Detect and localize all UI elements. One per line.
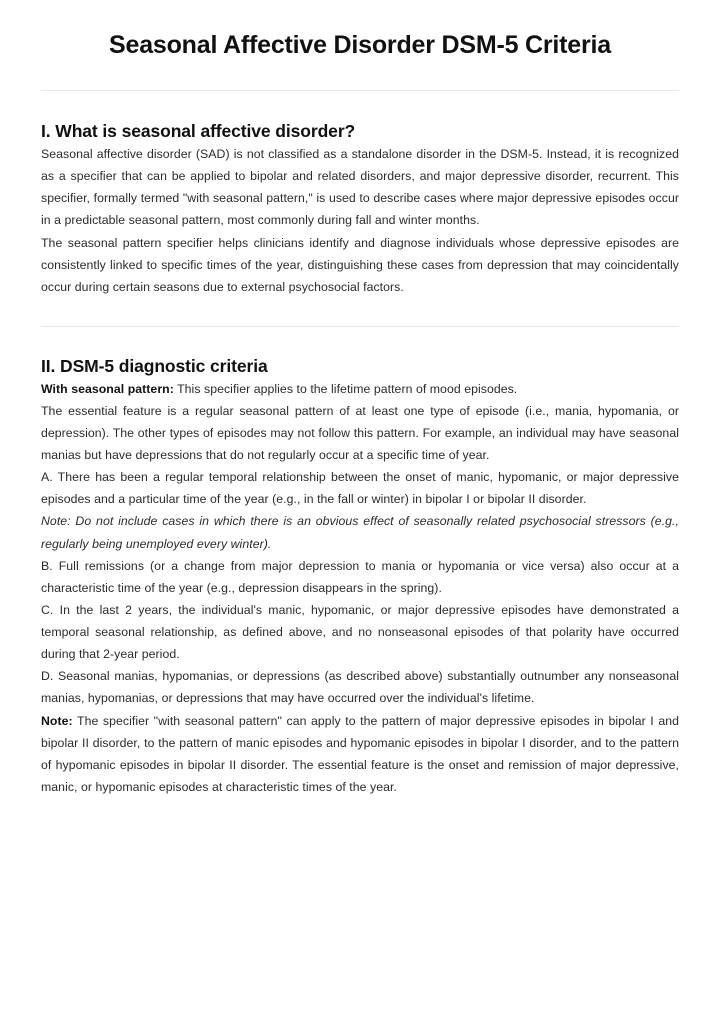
section-heading-2: II. DSM-5 diagnostic criteria: [41, 355, 268, 376]
final-note-lead-in: Note:: [41, 713, 73, 728]
final-note-text: The specifier "with seasonal pattern" can apply to the pattern of major depressive episodes in bipolar I and bipolar II disorder, to the pattern of manic episodes and hypomanic episodes in bipolar I disorder, and to the pattern of hypomanic episodes in bipolar II disorder. The essential feature is the onset and remission of major depressive, manic, or hypomanic episodes at characteristic times of the year.: [41, 713, 679, 794]
criterion-b: B. Full remissions (or a change from major depression to mania or hypomania or vice versa) also occur at a characteristic time of the year (e.g., depression disappears in the spring).: [41, 558, 679, 595]
criterion-c: C. In the last 2 years, the individual's manic, hypomanic, or major depressive episodes have demonstrated a temporal seasonal relationship, as defined above, and no nonseasonal episodes of that polarity have occurred during that 2-year period.: [41, 602, 679, 662]
specifier-definition-text: This specifier applies to the lifetime pattern of mood episodes.: [173, 381, 518, 396]
criterion-a: A. There has been a regular temporal relationship between the onset of manic, hypomanic, or major depressive episodes and a particular time of the year (e.g., in the fall or winter) in bipolar I or bipolar II disorder.: [41, 470, 679, 507]
page-title: Seasonal Affective Disorder DSM-5 Criteria: [109, 31, 611, 59]
section-1-paragraph-1: Seasonal affective disorder (SAD) is not classified as a standalone disorder in the DSM-5. Instead, it is recognized as a specifier that can be applied to bipolar and related disorders, and major depressive disorder, recurrent. This specifier, formally termed "with seasonal pattern," is used to describe cases where major depressive episodes occur in a predictable seasonal pattern, most commonly during fall and winter months.: [41, 147, 679, 228]
criterion-d: D. Seasonal manias, hypomanias, or depressions (as described above) substantially outnumber any nonseasonal manias, hypomanias, or depressions that may have occurred over the individual's lifetime.: [41, 669, 679, 706]
section-heading-1: I. What is seasonal affective disorder?: [41, 121, 356, 142]
final-note: [41, 710, 679, 799]
specifier-definition: [41, 378, 679, 400]
section-1-paragraph-2: The seasonal pattern specifier helps clinicians identify and diagnose individuals whose depressive episodes are consistently linked to specific times of the year, distinguishing these cases from depression that may coincidentally occur during certain seasons due to external psychosocial factors.: [41, 235, 679, 294]
essential-feature-paragraph: The essential feature is a regular seasonal pattern of at least one type of episode (i.e., mania, hypomania, or depression). The other types of episodes may not follow this pattern. For example, an individual may have seasonal manias but have depressions that do not regularly occur at a specific time of year.: [41, 403, 679, 462]
criterion-a-note: Note: Do not include cases in which there is an obvious effect of seasonally related psychosocial stressors (e.g., regularly being unemployed every winter).: [41, 514, 679, 551]
specifier-lead-in: With seasonal pattern:: [41, 381, 174, 396]
